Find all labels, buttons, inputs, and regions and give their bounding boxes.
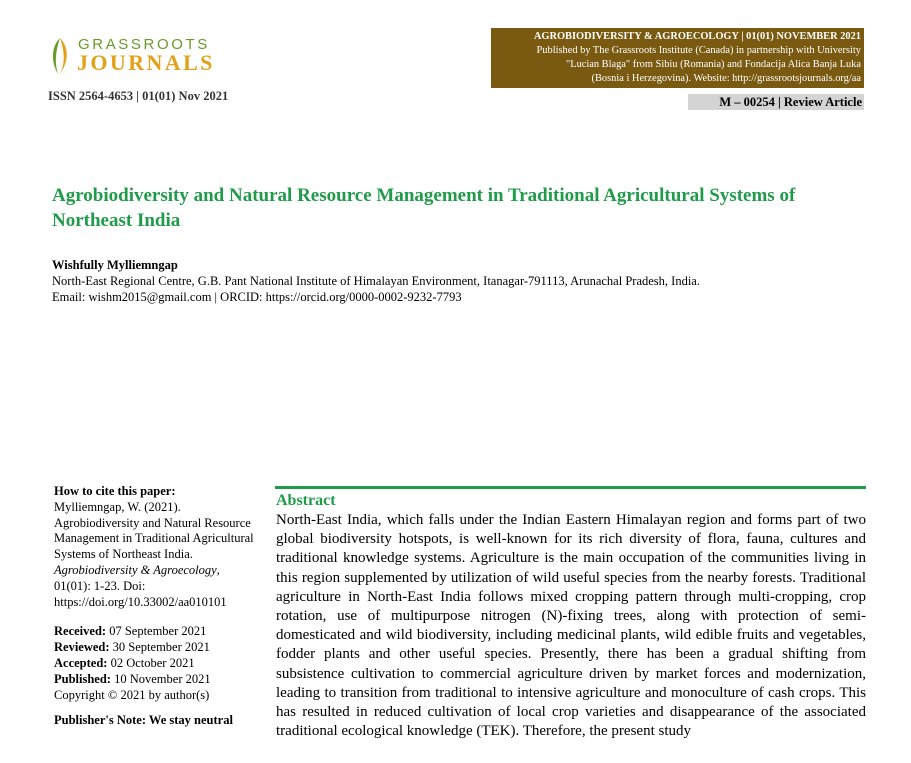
copyright-line: Copyright © 2021 by author(s) (54, 687, 210, 702)
issn-line: ISSN 2564-4653 | 01(01) Nov 2021 (48, 89, 229, 103)
date-value: 07 September 2021 (109, 624, 207, 639)
date-value: 10 November 2021 (114, 671, 211, 686)
date-label: Reviewed: (54, 640, 110, 655)
abstract-divider (275, 486, 866, 489)
logo-wordmark-top: GRASSROOTS (78, 36, 210, 53)
publication-dates (54, 624, 254, 703)
publisher-line-2: "Lucian Blaga" from Sibiu (Romania) and Fondacija Alica Banja Luka (565, 59, 861, 70)
abstract-body: North-East India, which falls under the Indian Eastern Himalayan region and forms part of two global biodiversity hotspots, is well-known for its rich diversity of flora, fauna, cultures and traditional knowledge systems. Agriculture is the main occupation of the communities living in this region supplemented by utilization of wild useful species from the nearby forests. Traditional agriculture in North-East India follows mixed cropping pattern through multi-cropping, crop rotation, use of multipurpose nitrogen (N)-fixing trees, along with protection of semi-domesticated and wild biodiversity, including medicinal plants, wild edible fruits and vegetables, fodder plants and other useful species. Presently, there has been a gradual shifting from subsistence cultivation to commercial agriculture driven by market forces and modernization, leading to transition from traditional to intensive agriculture and monoculture of cash crops. This has resulted in reduced cultivation of local crop varieties and disappearance of the associated traditional ecological knowledge (TEK). Therefore, the present study (276, 512, 866, 740)
date-row (54, 640, 254, 656)
date-row (54, 672, 254, 688)
leaf-logo-icon (46, 36, 72, 76)
abstract-heading: Abstract (276, 492, 336, 509)
logo-wordmark-bottom: JOURNALS (77, 50, 215, 75)
cite-heading: How to cite this paper: (54, 484, 176, 498)
citation-text (54, 500, 254, 611)
publisher-note-cut: Publisher's Note: We stay neutral (54, 713, 233, 728)
citation-tail[interactable]: , 01(01): 1-23. Doi: https://doi.org/10.33002/aa010101 (54, 562, 227, 609)
publisher-line-3[interactable]: (Bosnia i Herzegovina). Website: http://grassrootsjournals.org/aa (591, 73, 861, 84)
citation-journal: Agrobiodiversity & Agroecology (54, 562, 217, 577)
article-type-tag: M – 00254 | Review Article (688, 94, 864, 110)
author-contact[interactable]: Email: wishm2015@gmail.com | ORCID: https://orcid.org/0000-0002-9232-7793 (52, 290, 462, 304)
date-row (54, 624, 254, 640)
journal-info-box (491, 28, 864, 88)
date-label: Published: (54, 671, 111, 686)
date-label: Received: (54, 624, 107, 639)
abstract-section (275, 486, 866, 763)
date-row (54, 656, 254, 672)
journal-logo (46, 34, 246, 76)
citation-main: Mylliemngap, W. (2021). Agrobiodiversity and Natural Resource Management in Traditional Agricultural Systems of Northeast India. (54, 499, 254, 562)
paper-title: Agrobiodiversity and Natural Resource Management in Traditional Agricultural Systems of Northeast India (52, 185, 796, 231)
citation-sidebar (54, 484, 254, 728)
date-value: 02 October 2021 (110, 655, 195, 670)
date-value: 30 September 2021 (112, 640, 210, 655)
author-affiliation: North-East Regional Centre, G.B. Pant National Institute of Himalayan Environment, Itanagar-791113, Arunachal Pradesh, India. (52, 274, 700, 288)
date-label: Accepted: (54, 655, 108, 670)
author-name: Wishfully Mylliemngap (52, 258, 178, 272)
publisher-line-1: Published by The Grassroots Institute (Canada) in partnership with University (536, 45, 861, 56)
journal-title-line: AGROBIODIVERSITY & AGROECOLOGY | 01(01) NOVEMBER 2021 (533, 31, 861, 42)
